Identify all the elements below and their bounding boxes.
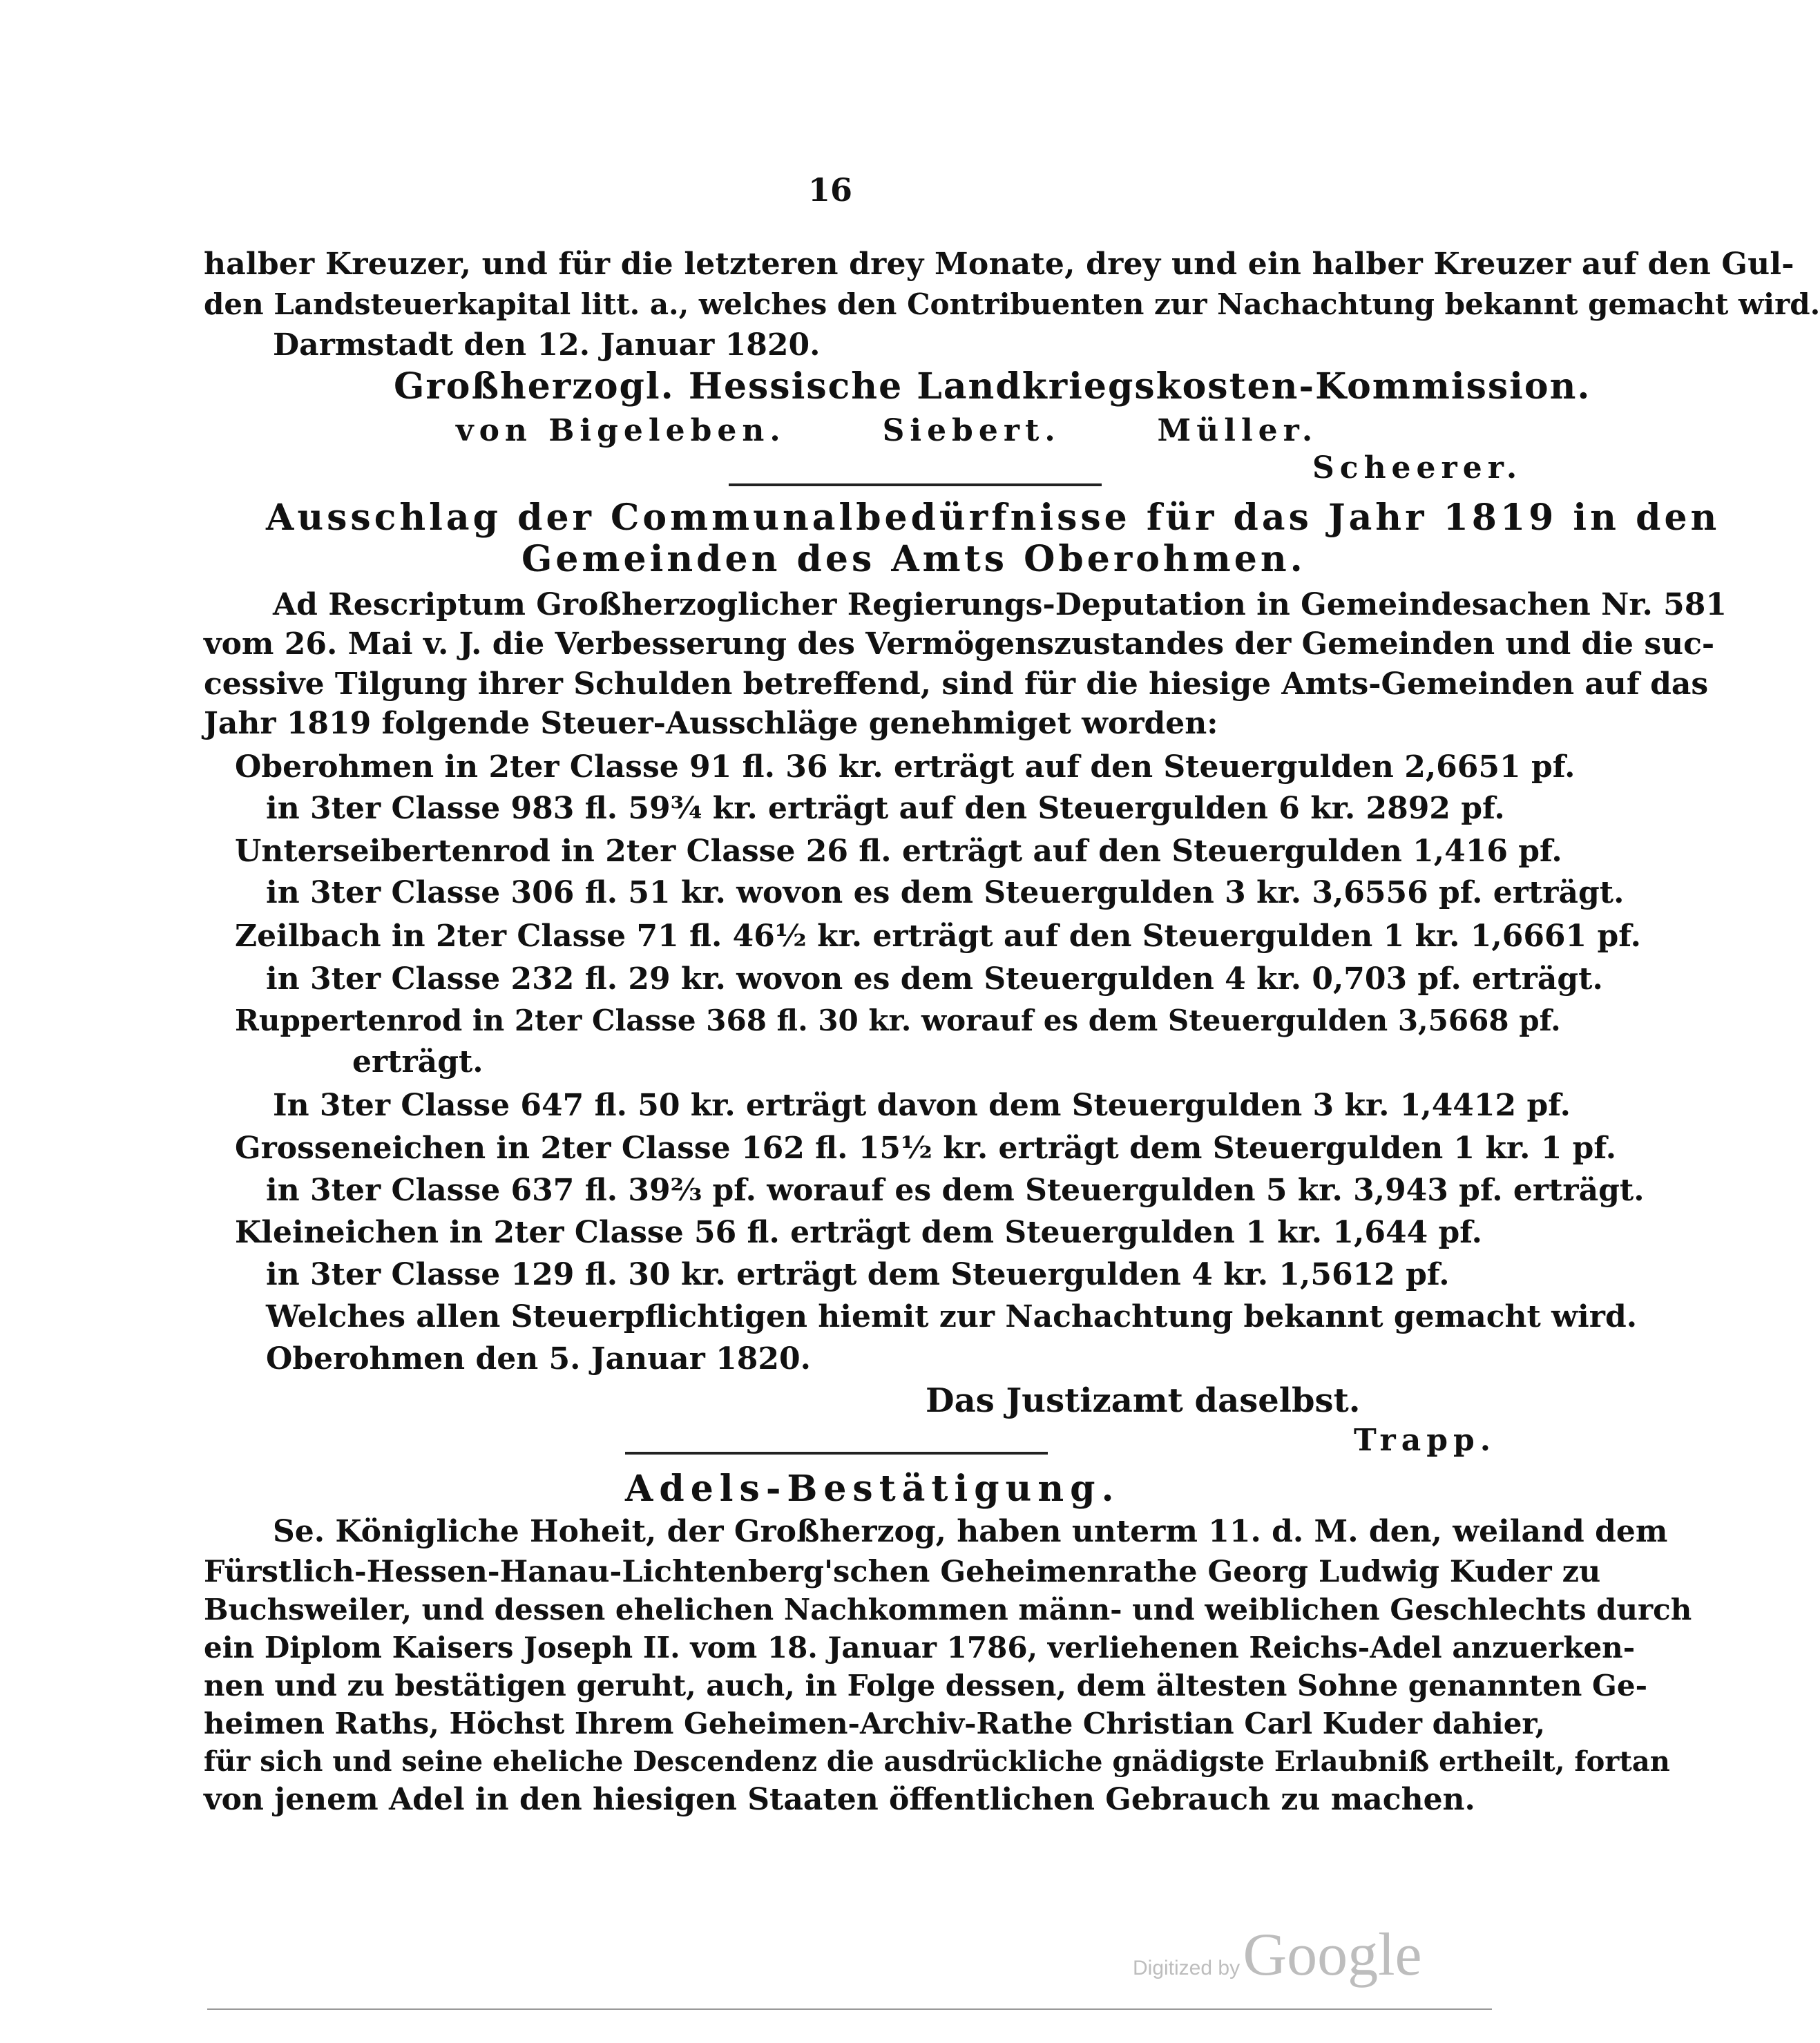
- levy-line: Oberohmen in 2ter Classe 91 fl. 36 kr. erträgt auf den Steuergulden 2,6651 pf.: [235, 749, 1575, 785]
- date-line: Oberohmen den 5. Januar 1820.: [266, 1341, 811, 1377]
- levy-line: Zeilbach in 2ter Classe 71 fl. 46½ kr. erträgt auf den Steuergulden 1 kr. 1,6661 pf.: [235, 919, 1641, 954]
- text-line: Se. Königliche Hoheit, der Großherzog, haben unterm 11. d. M. den, weiland dem: [273, 1514, 1668, 1549]
- signatory-scheerer: Scheerer.: [1312, 450, 1523, 486]
- section-heading-cont: Gemeinden des Amts Oberohmen.: [521, 538, 1306, 580]
- levy-line: Ruppertenrod in 2ter Classe 368 fl. 30 kr. worauf es dem Steuergulden 3,5668 pf.: [235, 1004, 1561, 1037]
- text-line: nen und zu bestätigen geruht, auch, in Folge dessen, dem ältesten Sohne genannten Ge-: [204, 1669, 1648, 1702]
- text-line: Jahr 1819 folgende Steuer-Ausschläge genehmiget worden:: [204, 706, 1218, 741]
- text-line: den Landsteuerkapital litt. a., welches den Contribuenten zur Nachachtung bekannt gemacht wird.: [204, 287, 1820, 321]
- levy-line: Grosseneichen in 2ter Classe 162 fl. 15½ kr. erträgt dem Steuergulden 1 kr. 1 pf.: [235, 1131, 1617, 1166]
- office-signature: Das Justizamt daselbst.: [926, 1381, 1361, 1420]
- text-line: Fürstlich-Hessen-Hanau-Lichtenberg'schen Geheimenrathe Georg Ludwig Kuder zu: [204, 1555, 1601, 1589]
- section-divider: [729, 483, 1102, 486]
- digitized-watermark: [1133, 1920, 1422, 1990]
- levy-line: in 3ter Classe 306 fl. 51 kr. wovon es dem Steuergulden 3 kr. 3,6556 pf. erträgt.: [266, 875, 1625, 910]
- text-line: von jenem Adel in den hiesigen Staaten öffentlichen Gebrauch zu machen.: [204, 1782, 1475, 1817]
- text-line: Welches allen Steuerpflichtigen hiemit zur Nachachtung bekannt gemacht wird.: [266, 1299, 1638, 1334]
- text-line: ein Diplom Kaisers Joseph II. vom 18. Januar 1786, verliehenen Reichs-Adel anzuerken-: [204, 1631, 1636, 1665]
- text-line: vom 26. Mai v. J. die Verbesserung des Vermögenszustandes der Gemeinden und die suc-: [204, 626, 1715, 662]
- watermark-logo-text: Google: [1243, 1921, 1422, 1988]
- levy-line: in 3ter Classe 637 fl. 39⅔ pf. worauf es dem Steuergulden 5 kr. 3,943 pf. erträgt.: [266, 1173, 1645, 1208]
- date-line: Darmstadt den 12. Januar 1820.: [273, 327, 821, 363]
- levy-line: in 3ter Classe 129 fl. 30 kr. erträgt dem Steuergulden 4 kr. 1,5612 pf.: [266, 1257, 1450, 1292]
- signatories-line: von Bigeleben. Siebert. Müller.: [456, 413, 1319, 448]
- levy-line: Kleineichen in 2ter Classe 56 fl. erträgt dem Steuergulden 1 kr. 1,644 pf.: [235, 1215, 1482, 1250]
- section-divider: [625, 1452, 1048, 1455]
- section-heading: Adels-Bestätigung.: [625, 1468, 1120, 1510]
- text-line: Ad Rescriptum Großherzoglicher Regierungs-Deputation in Gemeindesachen Nr. 581: [273, 587, 1727, 622]
- page-number: 16: [808, 171, 853, 209]
- levy-line: In 3ter Classe 647 fl. 50 kr. erträgt davon dem Steuergulden 3 kr. 1,4412 pf.: [273, 1088, 1571, 1123]
- levy-line: erträgt.: [352, 1044, 483, 1080]
- text-line: cessive Tilgung ihrer Schulden betreffend, sind für die hiesige Amts-Gemeinden auf das: [204, 666, 1709, 702]
- watermark-small-text: Digitized by: [1133, 1957, 1241, 1979]
- text-line: halber Kreuzer, und für die letzteren drey Monate, drey und ein halber Kreuzer auf den Gul-: [204, 247, 1794, 282]
- levy-line: in 3ter Classe 983 fl. 59¾ kr. erträgt auf den Steuergulden 6 kr. 2892 pf.: [266, 791, 1505, 826]
- section-heading: Ausschlag der Communalbedürfnisse für das Jahr 1819 in den: [266, 497, 1721, 539]
- commission-heading: Großherzogl. Hessische Landkriegskosten-Kommission.: [394, 365, 1591, 407]
- levy-line: Unterseibertenrod in 2ter Classe 26 fl. erträgt auf den Steuergulden 1,416 pf.: [235, 834, 1562, 869]
- text-line: Buchsweiler, und dessen ehelichen Nachkommen männ- und weiblichen Geschlechts durch: [204, 1593, 1692, 1627]
- text-line: für sich und seine eheliche Descendenz die ausdrückliche gnädigste Erlaubniß ertheilt, fortan: [204, 1745, 1670, 1778]
- levy-line: in 3ter Classe 232 fl. 29 kr. wovon es dem Steuergulden 4 kr. 0,703 pf. erträgt.: [266, 961, 1603, 997]
- page-edge-line: [207, 2008, 1492, 2010]
- text-line: heimen Raths, Höchst Ihrem Geheimen-Archiv-Rathe Christian Carl Kuder dahier,: [204, 1707, 1546, 1740]
- signatory-trapp: Trapp.: [1354, 1423, 1497, 1458]
